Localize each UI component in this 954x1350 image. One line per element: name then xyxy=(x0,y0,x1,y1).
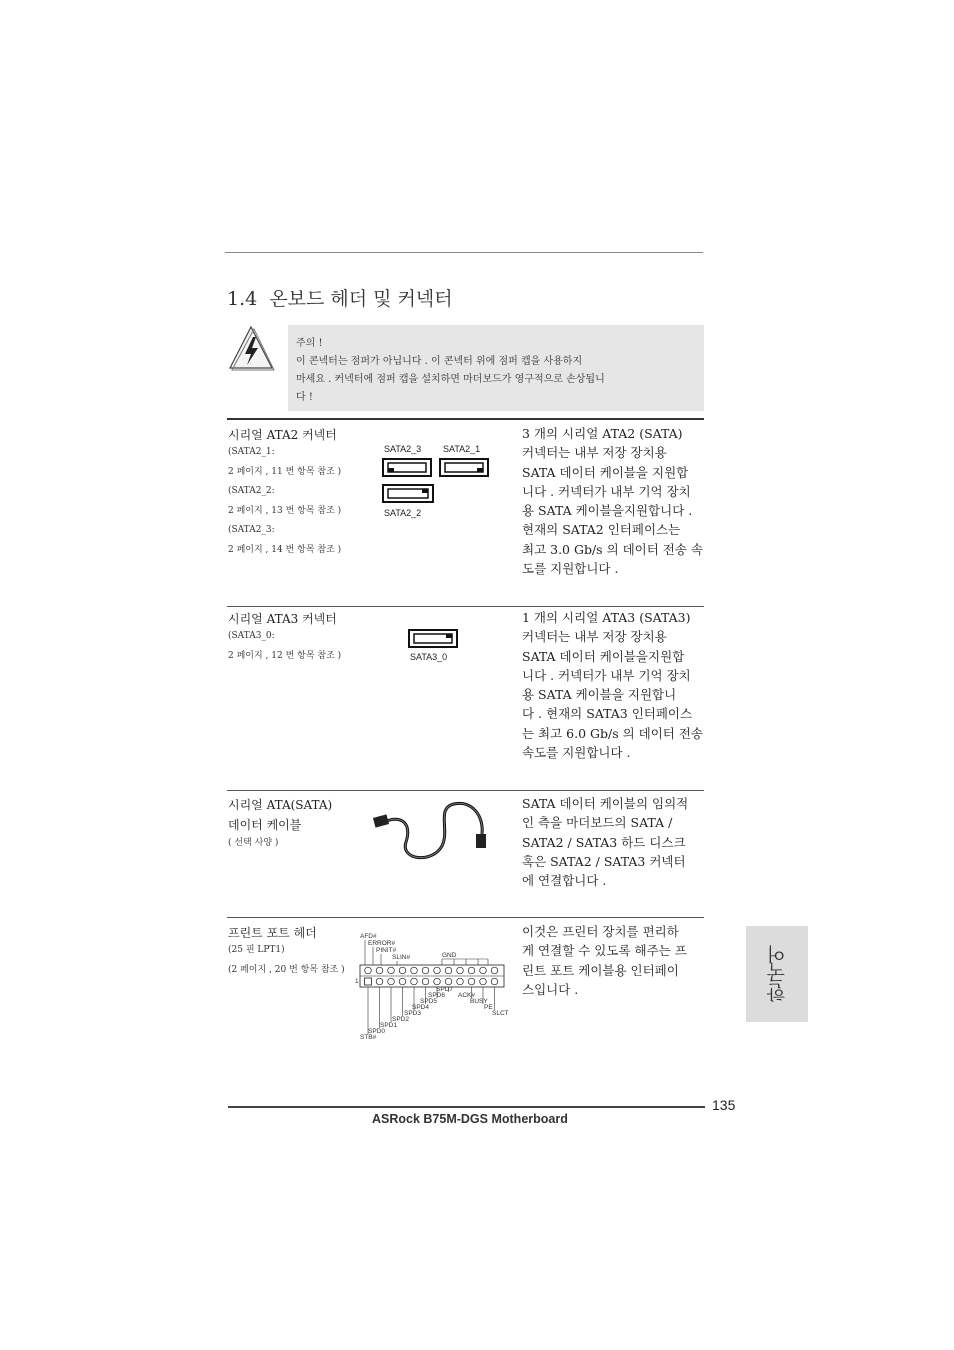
pin-spd0: SPD0 xyxy=(368,1028,385,1035)
heading-line: 데이터 케이블 xyxy=(228,818,302,832)
pin-spd4: SPD4 xyxy=(412,1004,429,1011)
desc-line: 도를 지원합니다 . xyxy=(522,561,619,577)
caution-line: 이 콘넥터는 점퍼가 아닙니다 . 이 콘넥터 위에 점퍼 캡을 사용하지 xyxy=(296,356,583,367)
sata2-3-label: SATA2_3 xyxy=(384,444,422,454)
section-number: 1.4 xyxy=(227,288,258,310)
pin-stb: STB# xyxy=(360,1034,377,1041)
desc-line: SATA 데이터 케이블을 지원합 xyxy=(522,464,689,480)
desc-line: 커넥터는 내부 저장 장치용 xyxy=(522,629,667,645)
desc-line: 용 SATA 케이블을지원합니다 . xyxy=(522,503,693,519)
language-side-tab xyxy=(746,926,808,1022)
pin-one: 1 xyxy=(355,978,359,985)
sata-cable-image xyxy=(372,794,502,870)
desc-line: 니다 . 커넥터가 내부 기억 장치 xyxy=(522,483,691,499)
desc-line: 현재의 SATA2 인터페이스는 xyxy=(522,522,681,538)
desc-line: 스입니다 . xyxy=(522,981,579,997)
sata2-2-connector-icon xyxy=(382,484,434,508)
cable-heading xyxy=(228,795,332,835)
page-number: 135 xyxy=(712,1097,736,1113)
pin-gnd: GND xyxy=(442,952,457,959)
heading-line: 시리얼 ATA(SATA) xyxy=(228,798,333,812)
sata2-2-label: SATA2_2 xyxy=(384,508,422,518)
cable-note: ( 선택 사양 ) xyxy=(228,838,279,848)
desc-line: 1 개의 시리얼 ATA3 (SATA3) xyxy=(522,610,691,625)
ref-line: (2 페이지 , 20 번 항목 참조 ) xyxy=(228,964,345,975)
desc-line: 게 연결할 수 있도록 해주는 프 xyxy=(522,943,687,959)
printer-heading: 프린트 포트 헤더 xyxy=(228,926,317,940)
section-title-text: 온보드 헤더 및 커넥터 xyxy=(269,288,453,310)
caution-title: 주의 ! xyxy=(296,338,323,349)
sata2-1-connector-icon xyxy=(439,458,489,482)
pin-spd7: SPD7 xyxy=(436,986,453,993)
desc-line: 이것은 프린터 장치를 편리하 xyxy=(522,924,679,939)
sata3-connector-icon xyxy=(408,629,458,653)
desc-line: SATA 데이터 케이블을지원합 xyxy=(522,648,685,664)
desc-line: 3 개의 시리얼 ATA2 (SATA) xyxy=(522,426,683,441)
desc-line: 혹은 SATA2 / SATA3 커넥터 xyxy=(522,853,686,869)
printer-header-diagram xyxy=(350,930,520,1042)
desc-line: SATA 데이터 케이블의 임의적 xyxy=(522,796,689,811)
pin-spd2: SPD2 xyxy=(392,1016,409,1023)
pin-busy: BUSY xyxy=(470,998,488,1005)
desc-line: 는 최고 6.0 Gb/s 의 데이터 전송 xyxy=(522,725,704,741)
pin-pinit: PINIT# xyxy=(376,947,397,954)
ref-line: (SATA3_0: xyxy=(228,631,275,641)
desc-line: 에 연결합니다 . xyxy=(522,873,607,889)
desc-line: 커넥터는 내부 저장 장치용 xyxy=(522,445,667,461)
sata2-1-label: SATA2_1 xyxy=(443,444,481,454)
ref-line: (25 핀 LPT1) xyxy=(228,945,285,955)
sata3-heading: 시리얼 ATA3 커넥터 xyxy=(228,612,337,626)
pin-slin: SLIN# xyxy=(392,954,411,961)
desc-line: 린트 포트 케이블용 인터페이 xyxy=(522,962,679,978)
caution-line: 다 ! xyxy=(296,392,313,403)
pin-spd5: SPD5 xyxy=(420,998,437,1005)
pin-afd: AFD# xyxy=(360,933,377,940)
printer-refs xyxy=(228,941,345,980)
sata3-description xyxy=(522,608,703,762)
desc-line: 최고 3.0 Gb/s 의 데이터 전송 속 xyxy=(522,541,704,557)
warning-icon xyxy=(225,324,275,372)
section-title xyxy=(227,284,453,311)
ref-line: 2 페이지 , 13 번 항목 참조 ) xyxy=(228,505,342,516)
caution-box xyxy=(288,325,704,411)
pin-error: ERROR# xyxy=(368,940,396,947)
pin-spd6: SPD6 xyxy=(428,992,445,999)
ref-line: (SATA2_3: xyxy=(228,525,275,535)
sata3-refs xyxy=(228,627,341,666)
cable-description xyxy=(522,794,688,890)
language-tab-label: 한국어 xyxy=(766,945,789,1003)
ref-line: 2 페이지 , 14 번 항목 참조 ) xyxy=(228,544,342,555)
pin-slct: SLCT xyxy=(492,1010,509,1017)
desc-line: 다 . 현재의 SATA3 인터페이스 xyxy=(522,706,693,722)
desc-line: 인 측을 마더보드의 SATA / xyxy=(522,815,673,831)
sata2-refs xyxy=(228,443,341,560)
pin-spd3: SPD3 xyxy=(404,1010,421,1017)
pin-ack: ACK# xyxy=(458,992,475,999)
ref-line: (SATA2_1: xyxy=(228,447,275,457)
ref-line: 2 페이지 , 12 번 항목 참조 ) xyxy=(228,650,342,661)
printer-description xyxy=(522,922,687,999)
sata2-heading: 시리얼 ATA2 커넥터 xyxy=(228,428,337,442)
sata2-description xyxy=(522,424,703,578)
desc-line: SATA2 / SATA3 하드 디스크 xyxy=(522,834,686,850)
sata2-3-connector-icon xyxy=(382,458,432,482)
pin-pe: PE xyxy=(484,1004,493,1011)
pin-spd1: SPD1 xyxy=(380,1022,397,1029)
sata3-label: SATA3_0 xyxy=(410,652,448,662)
footer-model: ASRock B75M-DGS Motherboard xyxy=(372,1112,568,1126)
desc-line: 속도를 지원합니다 . xyxy=(522,745,631,761)
ref-line: 2 페이지 , 11 번 항목 참조 ) xyxy=(228,466,342,477)
desc-line: 용 SATA 케이블을 지원합니 xyxy=(522,687,677,703)
caution-line: 마세요 . 커넥터에 점퍼 캡을 설치하면 마더보드가 영구적으로 손상됩니 xyxy=(296,374,605,385)
desc-line: 니다 . 커넥터가 내부 기억 장치 xyxy=(522,667,691,683)
ref-line: (SATA2_2: xyxy=(228,486,275,496)
